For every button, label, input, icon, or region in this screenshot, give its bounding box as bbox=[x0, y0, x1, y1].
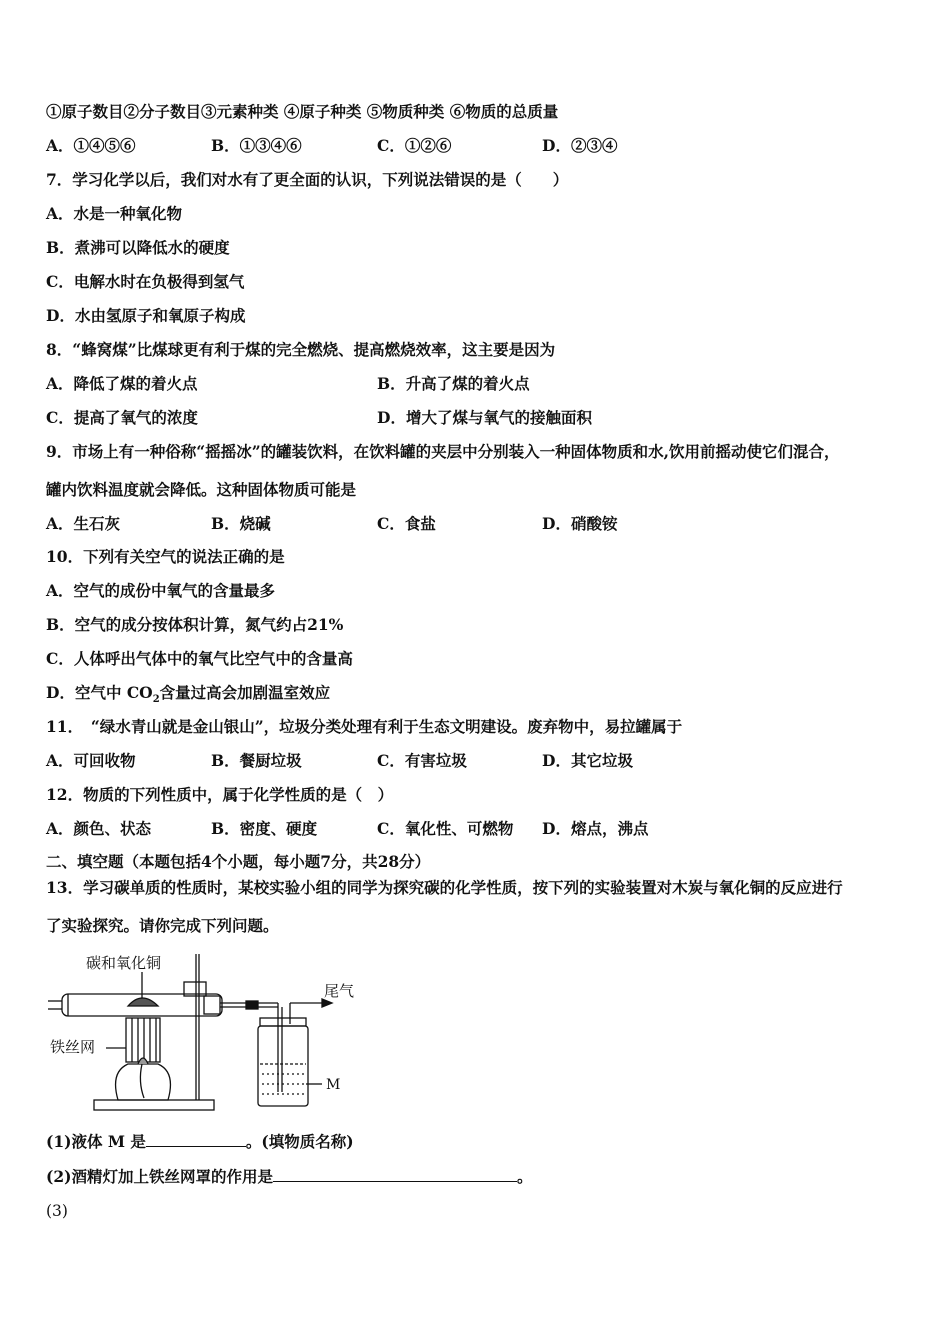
q12-options bbox=[46, 819, 906, 839]
q12-stem: 12．物质的下列性质中，属于化学性质的是（ ） bbox=[46, 785, 394, 804]
q11-options bbox=[46, 751, 906, 771]
apparatus-diagram bbox=[46, 952, 366, 1120]
bottle-stopper bbox=[260, 1018, 306, 1026]
option-b: B．①③④⑥ bbox=[211, 136, 302, 155]
option-b: B．餐厨垃圾 bbox=[211, 751, 302, 770]
option-c: C．有害垃圾 bbox=[377, 751, 467, 770]
q7-option-a: A．水是一种氧化物 bbox=[46, 204, 183, 223]
q13-stem-line2: 了实验探究。请你完成下列问题。 bbox=[46, 916, 279, 935]
q10-option-c: C．人体呼出气体中的氧气比空气中的含量高 bbox=[46, 649, 353, 668]
prev-question-statement: ①原子数目②分子数目③元素种类 ④原子种类 ⑤物质种类 ⑥物质的总质量 bbox=[46, 102, 559, 121]
option-d: D．熔点，沸点 bbox=[542, 819, 649, 838]
q13-sub3: (3) bbox=[46, 1202, 68, 1220]
option-a: A．生石灰 bbox=[46, 514, 121, 533]
q9-stem-line1: 9．市场上有一种俗称“摇摇冰”的罐装饮料，在饮料罐的夹层中分别装入一种固体物质和水,饮用前摇动使它们混合， bbox=[46, 442, 840, 461]
q10-stem: 10．下列有关空气的说法正确的是 bbox=[46, 547, 285, 566]
q8-options-row1 bbox=[46, 374, 906, 394]
option-a: A．①④⑤⑥ bbox=[46, 136, 136, 155]
option-c: C．提高了氧气的浓度 bbox=[46, 408, 198, 427]
option-c: C．食盐 bbox=[377, 514, 436, 533]
q13-sub2-prefix: (2)酒精灯加上铁丝网罩的作用是 bbox=[46, 1167, 273, 1186]
q9-options bbox=[46, 514, 906, 534]
option-b: B．密度、硬度 bbox=[211, 819, 318, 838]
option-d: D．增大了煤与氧气的接触面积 bbox=[377, 408, 592, 427]
q10-option-d-subscript: 2 bbox=[152, 694, 160, 706]
option-a: A．颜色、状态 bbox=[46, 819, 152, 838]
q9-stem-line2: 罐内饮料温度就会降低。这种固体物质可能是 bbox=[46, 480, 357, 499]
q7-option-c: C．电解水时在负极得到氢气 bbox=[46, 272, 245, 291]
exhaust-arrow bbox=[322, 999, 332, 1007]
q13-sub2-suffix: 。 bbox=[516, 1167, 533, 1186]
q8-options-row2 bbox=[46, 408, 906, 428]
option-d: D．硝酸铵 bbox=[542, 514, 618, 533]
label-exhaust: 尾气 bbox=[324, 982, 355, 1000]
q13-sub1 bbox=[46, 1132, 354, 1152]
stand-base bbox=[94, 1100, 214, 1110]
label-liquid: M bbox=[326, 1077, 341, 1093]
option-a: A．降低了煤的着火点 bbox=[46, 374, 198, 393]
option-d: D．②③④ bbox=[542, 136, 618, 155]
option-b: B．烧碱 bbox=[211, 514, 271, 533]
option-d: D．其它垃圾 bbox=[542, 751, 633, 770]
stopper bbox=[204, 996, 220, 1014]
q13-stem-line1: 13．学习碳单质的性质时，某校实验小组的同学为探究碳的化学性质，按下列的实验装置对木炭与氧化铜的反应进行 bbox=[46, 878, 843, 897]
option-a: A．可回收物 bbox=[46, 751, 136, 770]
option-c: C．氧化性、可燃物 bbox=[377, 819, 514, 838]
reactant-heap bbox=[128, 998, 158, 1006]
answer-blank-1[interactable] bbox=[146, 1132, 246, 1147]
option-b: B．升高了煤的着火点 bbox=[377, 374, 530, 393]
prev-question-options bbox=[46, 136, 906, 156]
q10-option-d-suffix: 含量过高会加剧温室效应 bbox=[159, 683, 331, 702]
q10-option-b: B．空气的成分按体积计算，氮气约占21% bbox=[46, 615, 344, 634]
q11-stem: 11． “绿水青山就是金山银山”，垃圾分类处理有利于生态文明建设。废弃物中，易拉罐属于 bbox=[46, 717, 683, 736]
q13-sub1-suffix: 。(填物质名称) bbox=[245, 1132, 354, 1151]
q13-sub1-prefix: (1)液体 M 是 bbox=[46, 1132, 146, 1151]
q7-option-d: D．水由氢原子和氧原子构成 bbox=[46, 306, 246, 325]
label-reactants: 碳和氧化铜 bbox=[86, 954, 162, 972]
option-c: C．①②⑥ bbox=[377, 136, 452, 155]
q7-option-b: B．煮沸可以降低水的硬度 bbox=[46, 238, 230, 257]
q10-option-d-prefix: D．空气中 CO bbox=[46, 683, 153, 702]
q13-sub2 bbox=[46, 1167, 532, 1187]
q10-option-a: A．空气的成份中氧气的含量最多 bbox=[46, 581, 276, 600]
q8-stem: 8．“蜂窝煤”比煤球更有利于煤的完全燃烧、提高燃烧效率，这主要是因为 bbox=[46, 340, 556, 359]
answer-blank-2[interactable] bbox=[273, 1167, 517, 1182]
label-wire-gauze: 铁丝网 bbox=[50, 1038, 96, 1056]
section-heading: 二、填空题（本题包括4个小题，每小题7分，共28分） bbox=[46, 852, 431, 871]
q7-stem: 7．学习化学以后，我们对水有了更全面的认识，下列说法错误的是（ ） bbox=[46, 170, 569, 189]
q10-option-d bbox=[46, 683, 330, 710]
wire-gauze bbox=[126, 1018, 160, 1062]
